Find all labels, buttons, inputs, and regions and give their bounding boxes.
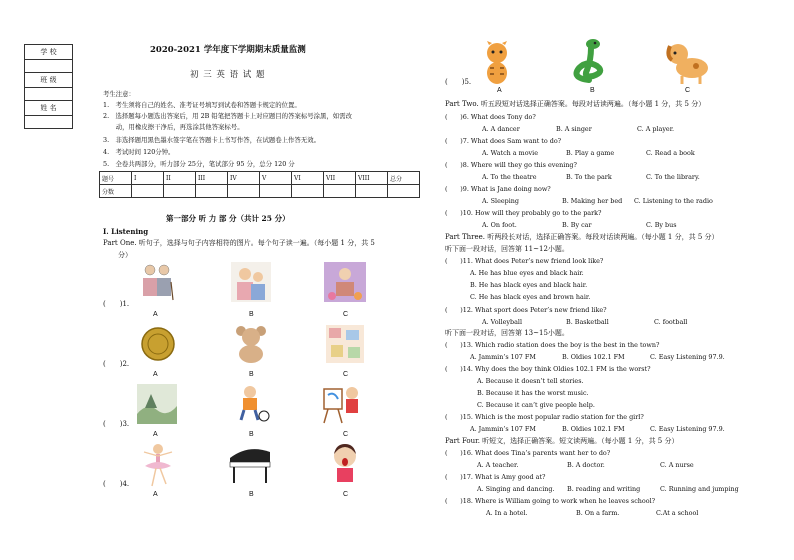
score-header-cell: V — [260, 172, 292, 185]
score-header-cell: I — [132, 172, 164, 185]
question-15: ( )15. Which is the most popular radio station for the girl? — [445, 413, 644, 421]
option-a: A. Watch a movie — [482, 149, 538, 157]
option-b: B. Basketball — [566, 318, 609, 326]
score-cell[interactable] — [164, 185, 196, 198]
question-16: ( )16. What does Tina’s parents want her to do? — [445, 449, 611, 457]
score-cell[interactable] — [324, 185, 356, 198]
question-4: ( )4. — [103, 480, 130, 488]
woman-flowers-image — [324, 262, 366, 302]
option-a: A. Volleyball — [482, 318, 523, 326]
piano-image — [228, 444, 274, 486]
option-a: A. Jammin’s 107 FM — [470, 353, 536, 361]
note-item: 1. 考生须将自己的姓名、准考证号填写到试卷和答题卡规定的位置。 — [103, 101, 301, 109]
option-c: C. He has black eyes and brown hair. — [470, 293, 591, 301]
option-c: C. football — [654, 318, 688, 326]
score-header-cell: VI — [292, 172, 324, 185]
question-18: ( )18. Where is William going to work when he leaves school? — [445, 497, 656, 505]
option-b: B. A doctor. — [567, 461, 605, 469]
question-1: ( )1. — [103, 300, 130, 308]
question-6: ( )6. What does Tony do? — [445, 113, 536, 121]
option-b-label: B — [249, 431, 254, 438]
notes-title: 考生注意： — [103, 90, 135, 98]
option-a: A. On foot. — [482, 221, 517, 229]
school-label: 学 校 — [25, 45, 73, 60]
option-a: A. Singing and dancing. — [477, 485, 555, 493]
question-14: ( )14. Why does the boy think Oldies 102.1 FM is the worst? — [445, 365, 651, 373]
option-a-label: A — [497, 87, 502, 94]
option-a: A. To the theatre — [482, 173, 537, 181]
score-header-cell: III — [196, 172, 228, 185]
option-a: A. Sleeping — [482, 197, 520, 205]
option-a: A. Jammin’s 107 FM — [470, 425, 536, 433]
option-a-label: A — [153, 491, 158, 498]
score-header-cell: 总分 — [388, 172, 420, 185]
boy-painting-image — [320, 381, 364, 425]
question-10: ( )10. How will they probably go to the park? — [445, 209, 602, 217]
class-field[interactable] — [25, 88, 73, 101]
elderly-couple-image — [137, 262, 177, 302]
option-a-label: A — [153, 371, 158, 378]
tiger-cub-image — [478, 40, 516, 86]
score-header-cell: IV — [228, 172, 260, 185]
class-label: 班 级 — [25, 73, 73, 88]
option-b: B. On a farm. — [576, 509, 620, 517]
option-c: C. Easy Listening 97.9. — [650, 353, 725, 361]
exam-subject: 初 三 英 语 试 题 — [190, 70, 266, 80]
girl-singing-image — [326, 442, 364, 488]
option-b-label: B — [590, 87, 595, 94]
photo-collage-image — [326, 325, 364, 363]
option-c: C. Running and jumping — [660, 485, 739, 493]
option-b: B. Play a game — [566, 149, 615, 157]
note-item: 动，用橡皮擦干净后，再选涂其他答案标号。 — [103, 123, 244, 131]
part-one-instructions-cont: 分） — [118, 251, 132, 259]
name-field[interactable] — [25, 116, 73, 129]
note-item: 4. 考试时间 120分钟。 — [103, 148, 175, 156]
score-cell[interactable] — [388, 185, 420, 198]
option-a: A. Because it doesn’t tell stories. — [477, 377, 584, 385]
teddy-bear-image — [232, 324, 270, 364]
part-three-subinstructions-2: 听下面一段对话，回答第 13~15小题。 — [445, 329, 569, 337]
option-b: B. Oldies 102.1 FM — [562, 425, 625, 433]
score-header-cell: 题号 — [100, 172, 132, 185]
score-cell[interactable] — [132, 185, 164, 198]
option-b: B. Because it has the worst music. — [477, 389, 589, 397]
question-11: ( )11. What does Peter’s new friend look like? — [445, 257, 604, 265]
option-b: B. reading and writing — [567, 485, 641, 493]
option-c: C. By bus — [646, 221, 677, 229]
option-c: C. Listening to the radio — [634, 197, 713, 205]
option-c: C. To the library. — [646, 173, 700, 181]
question-5: ( )5. — [445, 78, 472, 86]
option-b-label: B — [249, 491, 254, 498]
option-b-label: B — [249, 311, 254, 318]
score-label-cell: 分数 — [100, 185, 132, 198]
option-c-label: C — [343, 371, 349, 378]
option-c-label: C — [685, 87, 691, 94]
listening-heading: I. Listening — [103, 227, 149, 236]
option-b: B. A singer — [556, 125, 592, 133]
option-c: C.At a school — [656, 509, 699, 517]
score-cell[interactable] — [356, 185, 388, 198]
option-c: C. A nurse — [660, 461, 694, 469]
question-3: ( )3. — [103, 420, 130, 428]
puppy-image — [664, 38, 714, 86]
score-header-cell: VIII — [356, 172, 388, 185]
option-b-label: B — [249, 371, 254, 378]
option-a: A. In a hotel. — [486, 509, 528, 517]
option-a-label: A — [153, 431, 158, 438]
option-a: A. He has blue eyes and black hair. — [470, 269, 584, 277]
option-c: C. Easy Listening 97.9. — [650, 425, 725, 433]
option-c: C. A player. — [637, 125, 675, 133]
score-header-cell: II — [164, 172, 196, 185]
score-cell[interactable] — [260, 185, 292, 198]
part-three-instructions: Part Three. 听两段长对话，选择正确答案。每段对话读两遍。（每小题 1 分，共 5 分） — [445, 233, 719, 241]
snake-image — [569, 38, 609, 84]
option-c-label: C — [343, 491, 349, 498]
part-four-instructions: Part Four. 听短文，选择正确答案。短文读两遍。（每小题 1 分，共 5 分） — [445, 437, 679, 445]
score-cell[interactable] — [196, 185, 228, 198]
option-b: B. Making her bed — [562, 197, 623, 205]
part-one-instructions: Part One. 听句子，选择与句子内容相符的图片。每个句子读一遍。（每小题 1 分，共 5 — [103, 239, 375, 247]
question-13: ( )13. Which radio station does the boy is the best in the town? — [445, 341, 660, 349]
family-image — [231, 262, 271, 302]
question-8: ( )8. Where will they go this evening? — [445, 161, 577, 169]
note-item: 3. 非选择题用黑色墨水签字笔在答题卡上书写作答，在试题卷上作答无效。 — [103, 136, 320, 144]
option-a-label: A — [153, 311, 158, 318]
score-header-cell: VII — [324, 172, 356, 185]
question-9: ( )9. What is Jane doing now? — [445, 185, 551, 193]
option-b: B. To the park — [566, 173, 612, 181]
option-c: C. Read a book — [646, 149, 695, 157]
option-a: A. A teacher. — [477, 461, 519, 469]
part-two-instructions: Part Two. 听五段短对话选择正确答案。每段对话读两遍。（每小题 1 分，共 5 分） — [445, 100, 706, 108]
option-c-label: C — [343, 311, 349, 318]
option-b: B. By car — [562, 221, 592, 229]
question-7: ( )7. What does Sam want to do? — [445, 137, 562, 145]
option-c-label: C — [343, 431, 349, 438]
part-three-subinstructions: 听下面一段对话，回答第 11~12小题。 — [445, 245, 569, 253]
score-cell[interactable] — [228, 185, 260, 198]
boy-football-image — [232, 383, 272, 423]
question-12: ( )12. What sport does Peter’s new friend like? — [445, 306, 607, 314]
coin-image — [140, 326, 176, 362]
student-info-box — [24, 44, 73, 129]
question-2: ( )2. — [103, 360, 130, 368]
landscape-painting-image — [137, 384, 177, 424]
option-c: C. Because it can’t give people help. — [477, 401, 595, 409]
ballerina-image — [139, 442, 177, 488]
name-label: 姓 名 — [25, 101, 73, 116]
option-a: A. A dancer — [482, 125, 520, 133]
note-item: 2. 选择题每小题选出答案后，用 2B 铅笔把答题卡上对应题目的答案标号涂黑，如需改 — [103, 112, 352, 120]
part1-heading: 第一部分 听 力 部 分（共计 25 分） — [166, 214, 290, 223]
note-item: 5. 全卷共两部分，听力部分 25分，笔试部分 95 分，总分 120 分 — [103, 160, 295, 168]
school-field[interactable] — [25, 60, 73, 73]
score-table — [99, 171, 420, 198]
score-cell[interactable] — [292, 185, 324, 198]
question-17: ( )17. What is Amy good at? — [445, 473, 546, 481]
exam-title: 2020-2021 学年度下学期期末质量监测 — [150, 45, 306, 55]
option-b: B. He has black eyes and black hair. — [470, 281, 588, 289]
option-b: B. Oldies 102.1 FM — [562, 353, 625, 361]
